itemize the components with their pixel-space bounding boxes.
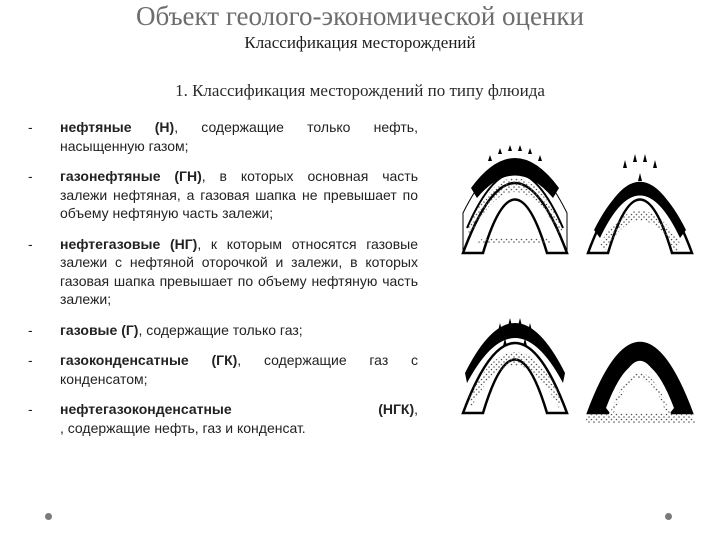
item-description: , к которым относятся газовые залежи с нефтяной оторочкой и залежи, в которых газовая шапка превышает по объему нефтяную часть залежи; bbox=[60, 235, 419, 307]
list-item bbox=[28, 235, 418, 309]
list-item bbox=[28, 167, 418, 223]
list-dash: - bbox=[28, 168, 33, 184]
item-description: , содержащие только нефть, насыщенную газом; bbox=[60, 119, 418, 154]
deposit-diagrams bbox=[455, 118, 705, 423]
item-term: нефтегазоконденсатные bbox=[60, 401, 232, 417]
list-item bbox=[28, 118, 418, 155]
nav-dot-left bbox=[45, 513, 52, 520]
item-description: , содержащие только газ; bbox=[138, 321, 303, 338]
nav-dot-right bbox=[665, 513, 672, 520]
list-dash: - bbox=[28, 352, 33, 368]
item-term: газонефтяные (ГН) bbox=[60, 168, 202, 184]
page-subtitle: Классификация месторождений bbox=[244, 33, 476, 52]
item-term: нефтяные (Н) bbox=[60, 119, 175, 135]
list-dash: - bbox=[28, 119, 33, 135]
list-dash: - bbox=[28, 235, 33, 252]
section-heading: 1. Классификация месторождений по типу флюида bbox=[175, 81, 545, 100]
item-description: , содержащие газ с конденсатом; bbox=[60, 352, 419, 387]
list-dash: - bbox=[28, 321, 33, 338]
list-dash: - bbox=[28, 401, 33, 417]
gas-deposit-diagram bbox=[585, 343, 695, 423]
item-description: , в которых основная часть залежи нефтяная, а газовая шапка не превышает по объему нефтяную часть залежи; bbox=[60, 168, 418, 221]
item-description: , содержащие нефть, газ и конденсат. bbox=[60, 419, 306, 436]
oil-deposit-diagram bbox=[463, 145, 567, 253]
classification-list bbox=[28, 118, 418, 449]
list-item bbox=[28, 321, 418, 340]
item-term-abbr: (НГК) bbox=[378, 401, 415, 417]
item-term: газоконденсатные (ГК) bbox=[60, 352, 238, 368]
list-item bbox=[28, 351, 418, 388]
oil-gas-deposit-diagram bbox=[463, 318, 567, 413]
gas-oil-deposit-diagram bbox=[588, 154, 692, 253]
item-term: нефтегазовые (НГ) bbox=[60, 235, 198, 252]
page-title: Объект геолого-экономической оценки bbox=[136, 1, 584, 31]
list-item: - нефтегазоконденсатные (НГК), , содержащие нефть, газ и конденсат. bbox=[28, 401, 418, 436]
item-term: газовые (Г) bbox=[60, 321, 139, 338]
